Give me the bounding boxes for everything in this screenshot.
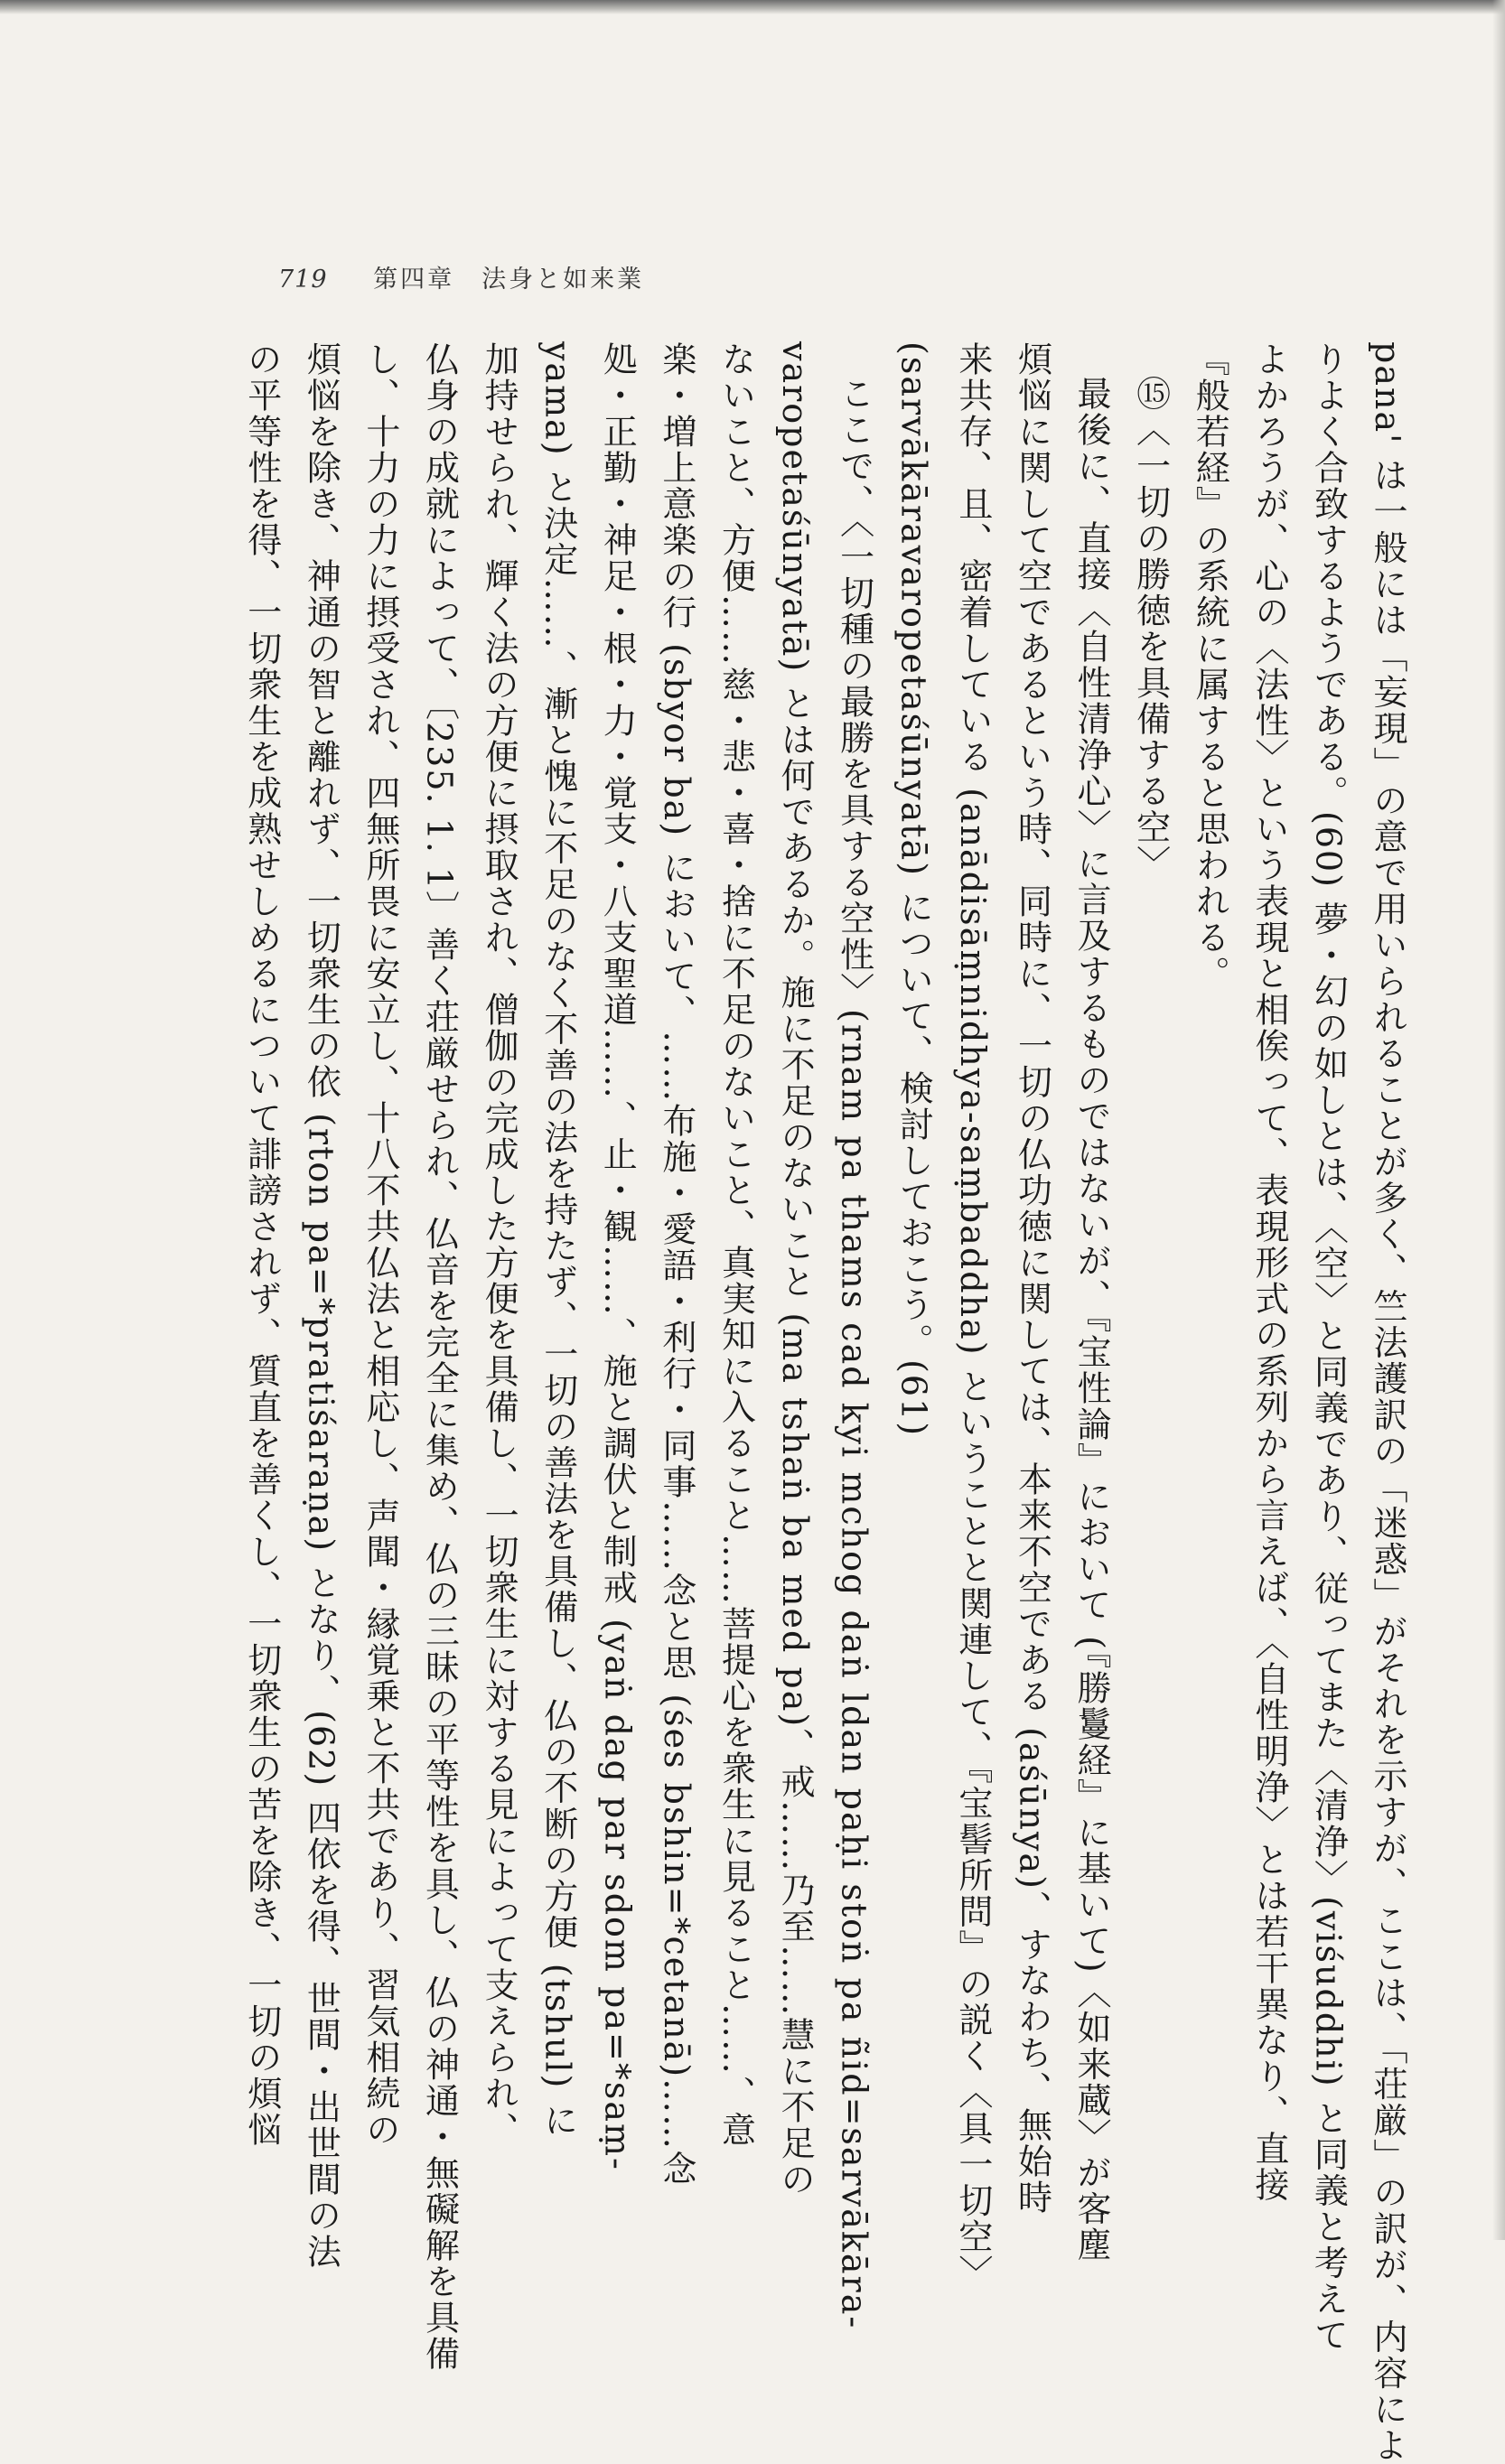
text-line: (sarvākāravaropetaśūnyatā) について、検討しておこう。(61) — [893, 341, 934, 1438]
text-line: し、十力の力に摂受され、四無所畏に安立し、十八不共仏法と相応し、声聞・縁覚乗と不共であり、習気相続の — [360, 341, 400, 2148]
text-line: 『般若経』の系統に属すると思われる。 — [1190, 341, 1230, 992]
text-line: の平等性を得、一切衆生を成熟せしめるについて誹謗されず、質直を善くし、一切衆生の苦を除き、一切の煩悩 — [241, 341, 282, 2148]
text-line: 煩悩を除き、神通の智と離れず、一切衆生の依 (rton pa=*pratiśaraṇa) となり、(62) 四依を得、世間・出世間の法 — [301, 341, 341, 2271]
text-line: りよく合致するようである。(60) 夢・幻の如しとは、〈空〉と同義であり、従ってまた〈清浄〉(viśuddhi) と同義と考えて — [1308, 341, 1349, 2354]
page-number: 719 — [278, 266, 328, 294]
text-line: 処・正勤・神足・根・力・覚支・八支聖道……、止・観……、施と調伏と制戒 (yaṅ dag par sdom pa=*saṃ- — [597, 341, 638, 2171]
text-line: yama) と決定……、漸と愧に不足のなく不善の法を持たず、一切の善法を具備し、仏の不断の方便 (tshul) に — [538, 341, 578, 2139]
vertical-text-body — [241, 341, 1416, 2464]
scan-edge-right — [1492, 0, 1505, 2240]
text-line: 最後に、直接〈自性清浄心〉に言及するものではないが、『宝性論』において (『勝鬘経』に基いて)〈如来蔵〉が客塵 — [1071, 376, 1112, 2263]
text-line: 煩悩に関して空であるという時、同時に、一切の仏功徳に関しては、本来不空である (aśūnya)、すなわち、無始時 — [1012, 341, 1052, 2216]
running-header — [278, 259, 856, 304]
text-line: pana' は一般には「妄現」の意で用いられることが多く、竺法護訳の「迷惑」がそれを示すが、ここは、「荘厳」の訳が、内容によ — [1368, 341, 1407, 2464]
text-line: よかろうが、心の〈法性〉という表現と相俟って、表現形式の系列から言えば、〈自性明浄〉とは若干異なり、直接 — [1248, 341, 1289, 2203]
text-line: 加持せられ、輝く法の方便に摂取され、僧伽の完成した方便を具備し、一切衆生に対する見によって支えられ、 — [479, 341, 519, 2148]
text-line: ないこと、方便……慈・悲・喜・捨に不足のないこと、真実知に入ること……菩提心を衆生に見ること……、意 — [715, 341, 756, 2148]
text-line: varopetaśūnyatā) とは何であるか。施に不足のないこと (ma tshaṅ ba med pa)、戒……乃至……慧に不足の — [775, 341, 816, 2198]
scan-edge-top — [0, 0, 1505, 14]
section-heading: ⑮〈一切の勝徳を具備する空〉 — [1130, 376, 1171, 882]
text-line: 楽・増上意楽の行 (sbyor ba) において、……布施・愛語・利行・同事……念と思 (śes bshin=*cetanā)……念 — [656, 341, 696, 2188]
text-line: ここで、〈一切種の最勝を具する空性〉(rnam pa thams cad kyi mchog daṅ ldan paḥi stoṅ pa ñid=sarvākāra- — [834, 376, 874, 2330]
text-line: 仏身の成就によって、〔235. 1. 1〕善く荘厳せられ、仏音を完全に集め、仏の三昧の平等性を具し、仏の神通・無礙解を具備 — [419, 341, 460, 2373]
chapter-title: 第四章 法身と如来業 — [373, 266, 645, 294]
text-line: 来共存、且、密着している (anādisāṃnidhya-saṃbaddha) ということと関連して、『宝髻所問』の説く〈具一切空〉 — [952, 341, 993, 2291]
